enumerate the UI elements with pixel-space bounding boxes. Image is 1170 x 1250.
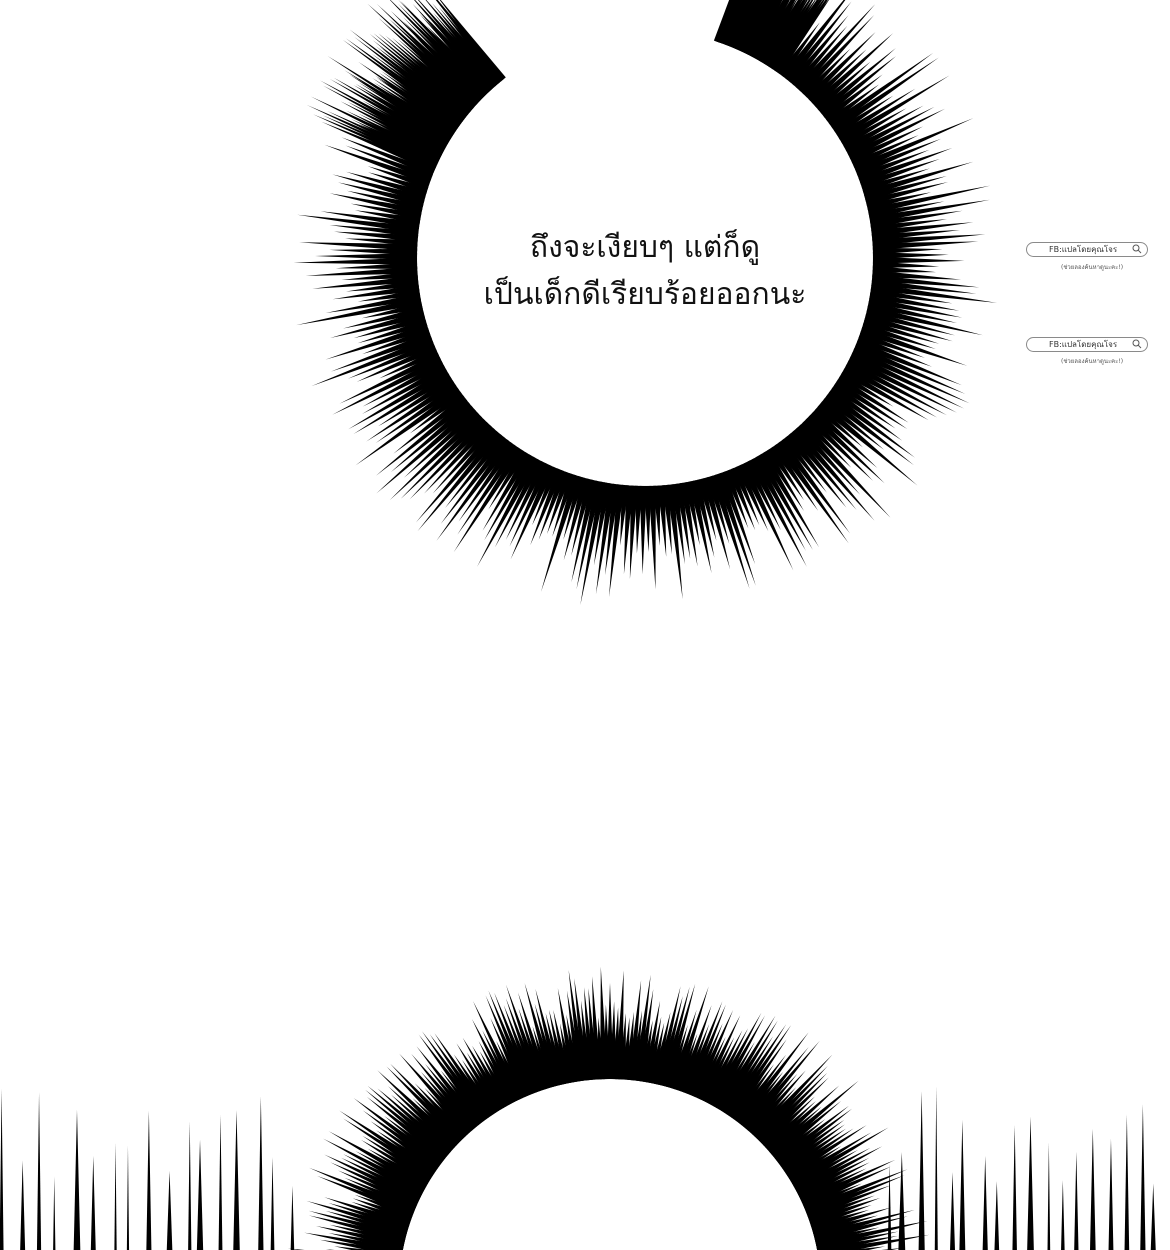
watermark-search-bar-1 [1026, 242, 1148, 257]
watermark-caption-2: (ช่วยลองค้นหาดูนะคะ!) [1061, 358, 1124, 365]
watermark-search-bar-2 [1026, 337, 1148, 352]
search-icon [1132, 339, 1142, 349]
speech-line-2: เป็นเด็กดีเรียบร้อยออกนะ [483, 277, 807, 312]
speech-bubble-text [430, 224, 860, 318]
search-icon [1132, 244, 1142, 254]
watermark-caption-1: (ช่วยลองค้นหาดูนะคะ!) [1061, 264, 1124, 271]
speech-line-1: ถึงจะเงียบๆ แต่ก็ดู [529, 230, 761, 265]
watermark-text: FB:แปลโดยคุณโจร [1049, 245, 1118, 254]
watermark-text: FB:แปลโดยคุณโจร [1049, 340, 1118, 349]
